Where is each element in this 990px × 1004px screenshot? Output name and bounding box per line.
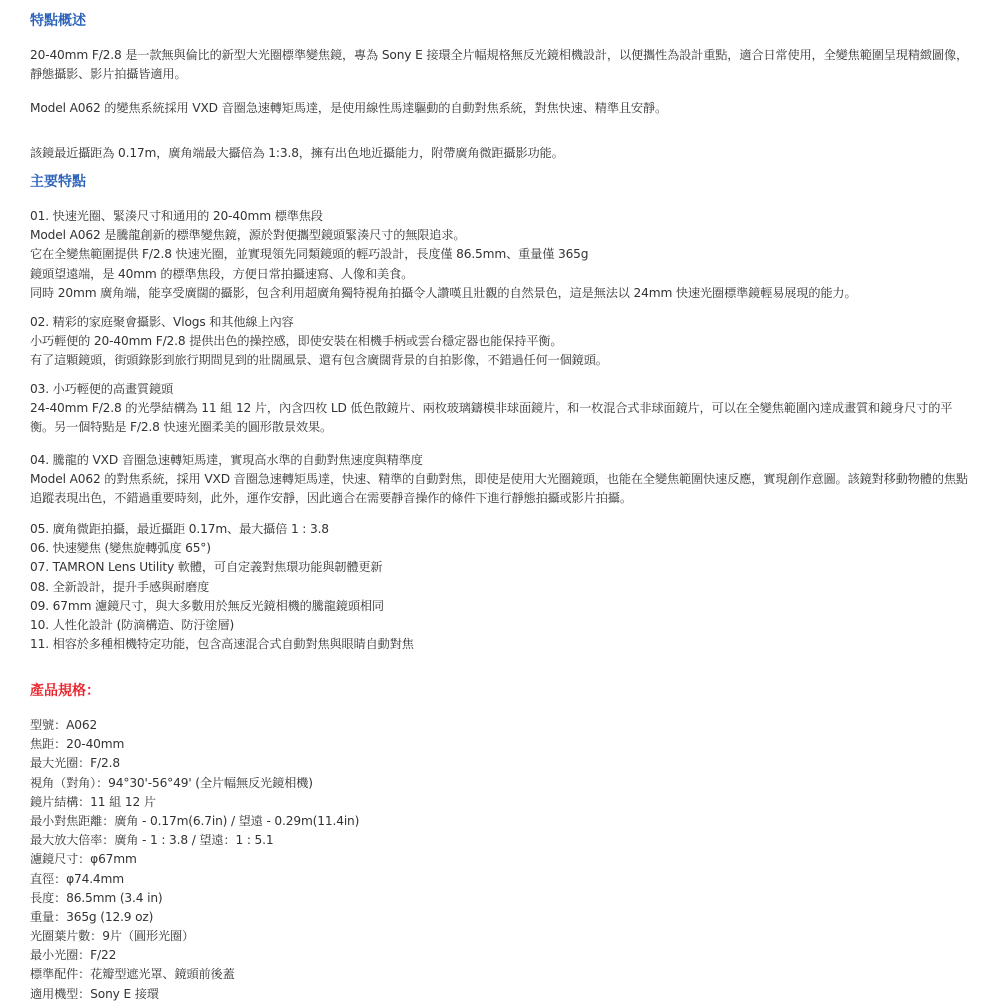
feature-01-line: 鏡頭望遠端，是 40mm 的標準焦段，方便日常拍攝速寫、人像和美食。 (30, 266, 414, 281)
feature-01-line: 同時 20mm 廣角端，能享受廣闊的攝影，包含利用超廣角獨特視角拍攝令人讚嘆且壯觀的自然景色，這是無法以 24mm 快速光圈標準鏡輕易展現的能力。 (30, 285, 857, 300)
feature-list-item: 05. 廣角微距拍攝，最近攝距 0.17m、最大攝倍 1 : 3.8 (30, 522, 329, 536)
feature-02-line: 小巧輕便的 20-40mm F/2.8 提供出色的操控感，即使安裝在相機手柄或雲台穩定器也能保持平衡。 (30, 334, 563, 349)
spec-item: 焦距：20-40mm (30, 737, 125, 752)
spec-item: 濾鏡尺寸：φ67mm (30, 852, 137, 867)
overview-text-3: 該鏡最近攝距為 0.17m，廣角端最大攝倍為 1:3.8，擁有出色地近攝能力，附帶廣角微距攝影功能。 (30, 146, 564, 160)
spec-item: 最大放大倍率：廣角 - 1 : 3.8 / 望遠：1 : 5.1 (30, 833, 274, 848)
feature-01-heading: 01. 快速光圈、緊湊尺寸和通用的 20-40mm 標準焦段 (30, 209, 323, 223)
feature-list-item: 06. 快速變焦 (變焦旋轉弧度 65°) (30, 541, 211, 556)
overview-text-1: 20-40mm F/2.8 是一款無與倫比的新型大光圈標準變焦鏡，專為 Sony E 接環全片幅規格無反光鏡相機設計，以便攜性為設計重點，適合日常使用，全變焦範圍呈現精緻圖像，靜態攝影、影片拍攝皆適用。 (30, 48, 969, 82)
feature-list-item: 10. 人性化設計 (防滴構造、防汙塗層) (30, 617, 235, 632)
specs-title: 產品規格： (30, 683, 100, 699)
feature-list-item: 09. 67mm 濾鏡尺寸，與大多數用於無反光鏡相機的騰龍鏡頭相同 (30, 598, 384, 613)
feature-01-line: 它在全變焦範圍提供 F/2.8 快速光圈，並實現領先同類鏡頭的輕巧設計，長度僅 86.5mm、重量僅 365g (30, 247, 589, 262)
feature-04 (30, 451, 975, 509)
spec-item: 直徑：φ74.4mm (30, 871, 124, 886)
feature-list-item: 11. 相容於多種相機特定功能，包含高速混合式自動對焦與眼睛自動對焦 (30, 637, 414, 652)
feature-04-heading: 04. 騰龍的 VXD 音圈急速轉矩馬達，實現高水準的自動對焦速度與精準度 (30, 453, 423, 467)
overview-paragraph-3 (30, 144, 975, 163)
spec-item: 最小光圈：F/22 (30, 948, 117, 963)
feature-03-heading: 03. 小巧輕便的高畫質鏡頭 (30, 382, 174, 396)
overview-title: 特點概述 (30, 13, 86, 29)
feature-02 (30, 313, 975, 371)
spec-item: 鏡片結構：11 組 12 片 (30, 794, 156, 809)
specs-list (30, 716, 975, 1004)
feature-list-item: 08. 全新設計，提升手感與耐磨度 (30, 579, 210, 594)
spec-item: 標準配件：花瓣型遮光罩、鏡頭前後蓋 (30, 967, 235, 982)
spec-item: 光圈葉片數：9片（圓形光圈） (30, 929, 195, 944)
overview-text-2: Model A062 的變焦系統採用 VXD 音圈急速轉矩馬達，是使用線性馬達驅動的自動對焦系統，對焦快速、精準且安靜。 (30, 101, 668, 115)
spec-item: 長度：86.5mm (3.4 in) (30, 890, 163, 905)
feature-01-line: Model A062 是騰龍創新的標準變焦鏡，源於對便攜型鏡頭緊湊尺寸的無限追求。 (30, 228, 466, 243)
feature-01 (30, 207, 975, 303)
spec-item: 重量：365g (12.9 oz) (30, 909, 154, 924)
spec-item: 最小對焦距離：廣角 - 0.17m(6.7in) / 望遠 - 0.29m(11.4in) (30, 813, 360, 828)
overview-paragraph-1 (30, 46, 975, 84)
spec-item: 視角（對角）：94°30'-56°49' (全片幅無反光鏡相機) (30, 775, 313, 790)
spec-item: 最大光圈：F/2.8 (30, 756, 120, 771)
feature-03-body: 24-40mm F/2.8 的光學結構為 11 組 12 片，內含四枚 LD 低色散鏡片、兩枚玻璃鑄模非球面鏡片，和一枚混合式非球面鏡片，可以在全變焦範圍內達成畫質和鏡身尺寸的平衡。另一個特點是 F/2.8 快速光圈柔美的圓形散景效果。 (30, 401, 953, 435)
feature-02-heading: 02. 精彩的家庭聚會攝影、Vlogs 和其他線上內容 (30, 315, 294, 329)
spec-item: 適用機型：Sony E 接環 (30, 986, 159, 1001)
features-title: 主要特點 (30, 174, 86, 190)
spec-item: 型號：A062 (30, 718, 98, 732)
feature-list-item: 07. TAMRON Lens Utility 軟體，可自定義對焦環功能與韌體更新 (30, 560, 383, 575)
feature-list (30, 520, 975, 654)
feature-04-body: Model A062 的對焦系統，採用 VXD 音圈急速轉矩馬達，快速、精準的自動對焦，即使是使用大光圈鏡頭，也能在全變焦範圍快速反應，實現創作意圖。該鏡對移動物體的焦點追蹤表現出色，不錯過重要時刻，此外，運作安靜，因此適合在需要靜音操作的條件下進行靜態拍攝或影片拍攝。 (30, 472, 968, 506)
feature-03 (30, 380, 975, 438)
overview-paragraph-2 (30, 99, 975, 118)
feature-02-line: 有了這顆鏡頭，街頭錄影到旅行期間見到的壯闊風景、還有包含廣闊背景的自拍影像，不錯過任何一個鏡頭。 (30, 353, 608, 368)
